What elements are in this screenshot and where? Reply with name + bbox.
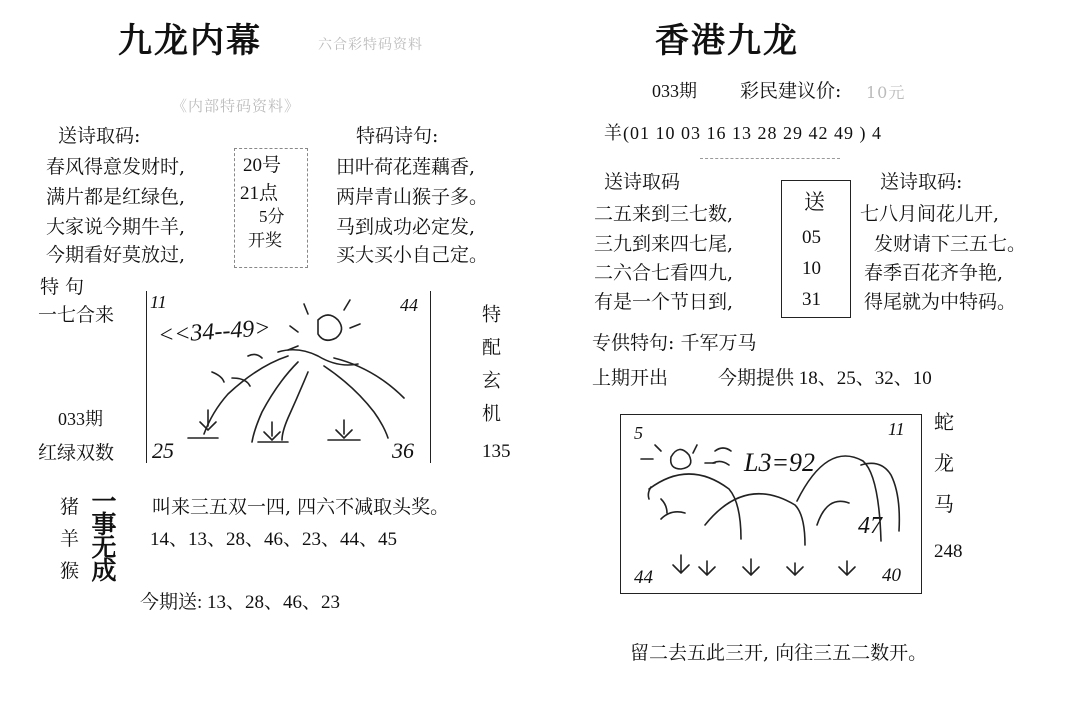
right-title: 香港九龙 bbox=[655, 21, 799, 61]
pic-number: 25 bbox=[152, 438, 174, 463]
tepei-value: 135 bbox=[482, 441, 511, 462]
left-hint-label: 红绿双数 bbox=[38, 442, 115, 464]
send-box-line: 10 bbox=[802, 258, 821, 279]
animal: 猴 bbox=[60, 560, 80, 582]
left-poem-line: 大家说今期牛羊, bbox=[46, 216, 186, 238]
tema-line: 买大买小自己定。 bbox=[336, 244, 489, 266]
right-poem-heading-left: 送诗取码 bbox=[604, 171, 681, 193]
send-box-line: 31 bbox=[802, 289, 821, 310]
left-issue: 033期 bbox=[58, 409, 103, 429]
last-period-label: 上期开出 bbox=[592, 367, 669, 389]
pic-number: 5 bbox=[634, 423, 643, 443]
right-poem-line: 三九到来四七尾, bbox=[594, 233, 734, 255]
right-poem-line: 二六合七看四九, bbox=[594, 262, 734, 284]
pic-number: 40 bbox=[882, 565, 901, 586]
animal: 猪 bbox=[60, 496, 80, 518]
pic-number: 36 bbox=[392, 438, 414, 463]
special-phrase: 专供特句: 千军万马 bbox=[592, 332, 757, 354]
left-sketch-drawing bbox=[148, 292, 428, 462]
numbers-line: 14、13、28、46、23、44、45 bbox=[150, 529, 398, 550]
send-box-line: 送 bbox=[804, 190, 825, 214]
pic-number: 47 bbox=[858, 513, 882, 539]
separator-line bbox=[700, 158, 840, 159]
animal-vertical: 蛇 bbox=[934, 410, 954, 434]
price-value: 10元 bbox=[866, 83, 906, 102]
pic-number: 11 bbox=[888, 419, 905, 439]
tema-heading: 特码诗句: bbox=[356, 125, 439, 147]
phrase-vertical: 一事无成 bbox=[88, 488, 117, 580]
riddle-text: 叫来三五双一四, 四六不减取头奖。 bbox=[152, 496, 450, 518]
send-box-line: 05 bbox=[802, 227, 821, 248]
tema-line: 两岸青山猴子多。 bbox=[336, 186, 489, 208]
tema-line: 田叶荷花莲藕香, bbox=[336, 156, 476, 178]
te-ju-label: 特 句 bbox=[40, 276, 85, 298]
left-subtitle: 《内部特码资料》 bbox=[172, 97, 301, 115]
pic-number: 44 bbox=[634, 567, 653, 588]
right-poem-line: 二五来到三七数, bbox=[594, 203, 734, 225]
pic-code: <<34--49> bbox=[157, 315, 272, 349]
right-poem-line: 有是一个节日到, bbox=[594, 291, 734, 313]
animals-number: 248 bbox=[934, 541, 963, 562]
draw-time-line: 开奖 bbox=[248, 231, 282, 251]
right-issue: 033期 bbox=[652, 81, 697, 101]
left-poem-line: 满片都是红绿色, bbox=[46, 186, 186, 208]
right-poem-line-right: 七八月间花儿开, bbox=[860, 203, 1000, 225]
draw-time-line: 20号 bbox=[243, 155, 282, 176]
left-poem-line: 春风得意发财时, bbox=[46, 156, 186, 178]
animal: 羊 bbox=[60, 528, 80, 550]
price-label: 彩民建议价: bbox=[740, 80, 842, 102]
send-line: 今期送: 13、28、46、23 bbox=[140, 592, 341, 613]
pic-code: L3=92 bbox=[744, 448, 816, 477]
te-ju-text: 一七合来 bbox=[38, 304, 115, 326]
draw-time-line: 5分 bbox=[259, 207, 285, 226]
right-poem-line-right: 春季百花齐争艳, bbox=[864, 262, 1004, 284]
left-poem-line: 今期看好莫放过, bbox=[46, 244, 186, 266]
animal-vertical: 马 bbox=[934, 492, 954, 516]
tepei-label: 特配玄机 bbox=[479, 304, 501, 436]
right-poem-line-right: 得尾就为中特码。 bbox=[864, 291, 1017, 313]
tema-line: 马到成功必定发, bbox=[336, 216, 476, 238]
pic-number: 11 bbox=[150, 292, 167, 312]
pic-number: 44 bbox=[400, 295, 418, 315]
right-sketch-drawing bbox=[621, 415, 919, 591]
sheep-numbers-line: 羊(01 10 03 16 13 28 29 42 49 ) 4 bbox=[604, 123, 882, 143]
left-poem-heading: 送诗取码: bbox=[58, 125, 141, 147]
this-period-numbers: 今期提供 18、25、32、10 bbox=[718, 368, 932, 389]
left-title-note: 六合彩特码资料 bbox=[318, 37, 423, 53]
animal-vertical: 龙 bbox=[934, 451, 954, 475]
right-poem-line-right: 发财请下三五七。 bbox=[874, 233, 1027, 255]
left-title: 九龙内幕 bbox=[118, 21, 262, 61]
right-poem-heading-right: 送诗取码: bbox=[880, 171, 963, 193]
draw-time-line: 21点 bbox=[240, 183, 279, 204]
right-footer: 留二去五此三开, 向往三五二数开。 bbox=[630, 642, 928, 664]
